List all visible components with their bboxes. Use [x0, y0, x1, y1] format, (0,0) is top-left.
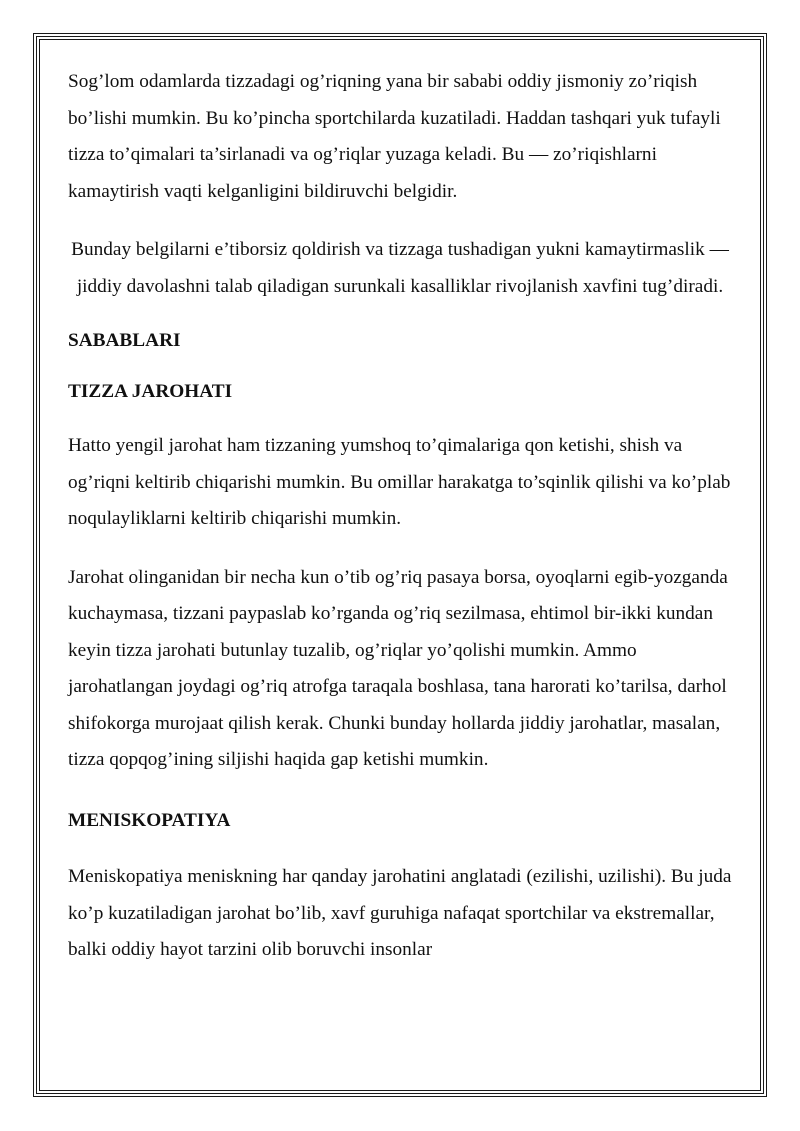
centered-quote: Bunday belgilarni e’tiborsiz qoldirish va tizzaga tushadigan yukni kamaytirmaslik — jiddiy davolashni talab qiladigan surunkali kasalliklar rivojlanish xavfini tug’diradi.	[71, 239, 729, 297]
intro-paragraph: Sog’lom odamlarda tizzadagi og’riqning yana bir sababi oddiy jismoniy zo’riqish bo’lishi mumkin. Bu ko’pincha sportchilarda kuzatiladi. Haddan tashqari yuk tufayli tizza to’qimalari ta’sirlanadi va og’riqlar yuzaga keladi. Bu — zo’riqishlarni kamaytirish vaqti kelganligini bildiruvchi belgidir.	[68, 71, 721, 202]
heading-knee-injury: TIZZA JAROHATI	[68, 380, 233, 402]
injury-paragraph-2: Jarohat olinganidan bir necha kun o’tib og’riq pasaya borsa, oyoqlarni egib-yozganda kuchaymasa, tizzani paypaslab ko’rganda og’riq sezilmasa, ehtimol bir-ikki kundan keyin tizza jarohati butunlay tuzalib, og’riqlar yo’qolishi mumkin. Ammo jarohatlangan joydagi og’riq atrofga taraqala boshlasa, tana harorati ko’tarilsa, darhol shifokorga murojaat qilish kerak. Chunki bunday hollarda jiddiy jarohatlar, masalan, tizza qopqog’ining siljishi haqida gap ketishi mumkin.	[68, 566, 728, 770]
meniscopathy-paragraph: Meniskopatiya meniskning har qanday jarohatini anglatadi (ezilishi, uzilishi). Bu juda ko’p kuzatiladigan jarohat bo’lib, xavf guruhiga nafaqat sportchilar va ekstremallar, balki oddiy hayot tarzini olib boruvchi insonlar	[68, 866, 732, 960]
injury-paragraph-1: Hatto yengil jarohat ham tizzaning yumshoq to’qimalariga qon ketishi, shish va og’riqni keltirib chiqarishi mumkin. Bu omillar harakatga to’sqinlik qilishi va ko’plab noqulayliklarni keltirib chiqarishi mumkin.	[68, 435, 731, 529]
heading-causes: SABABLARI	[68, 330, 181, 351]
document-body	[68, 64, 732, 969]
heading-meniscopathy: MENISKOPATIYA	[68, 809, 231, 831]
